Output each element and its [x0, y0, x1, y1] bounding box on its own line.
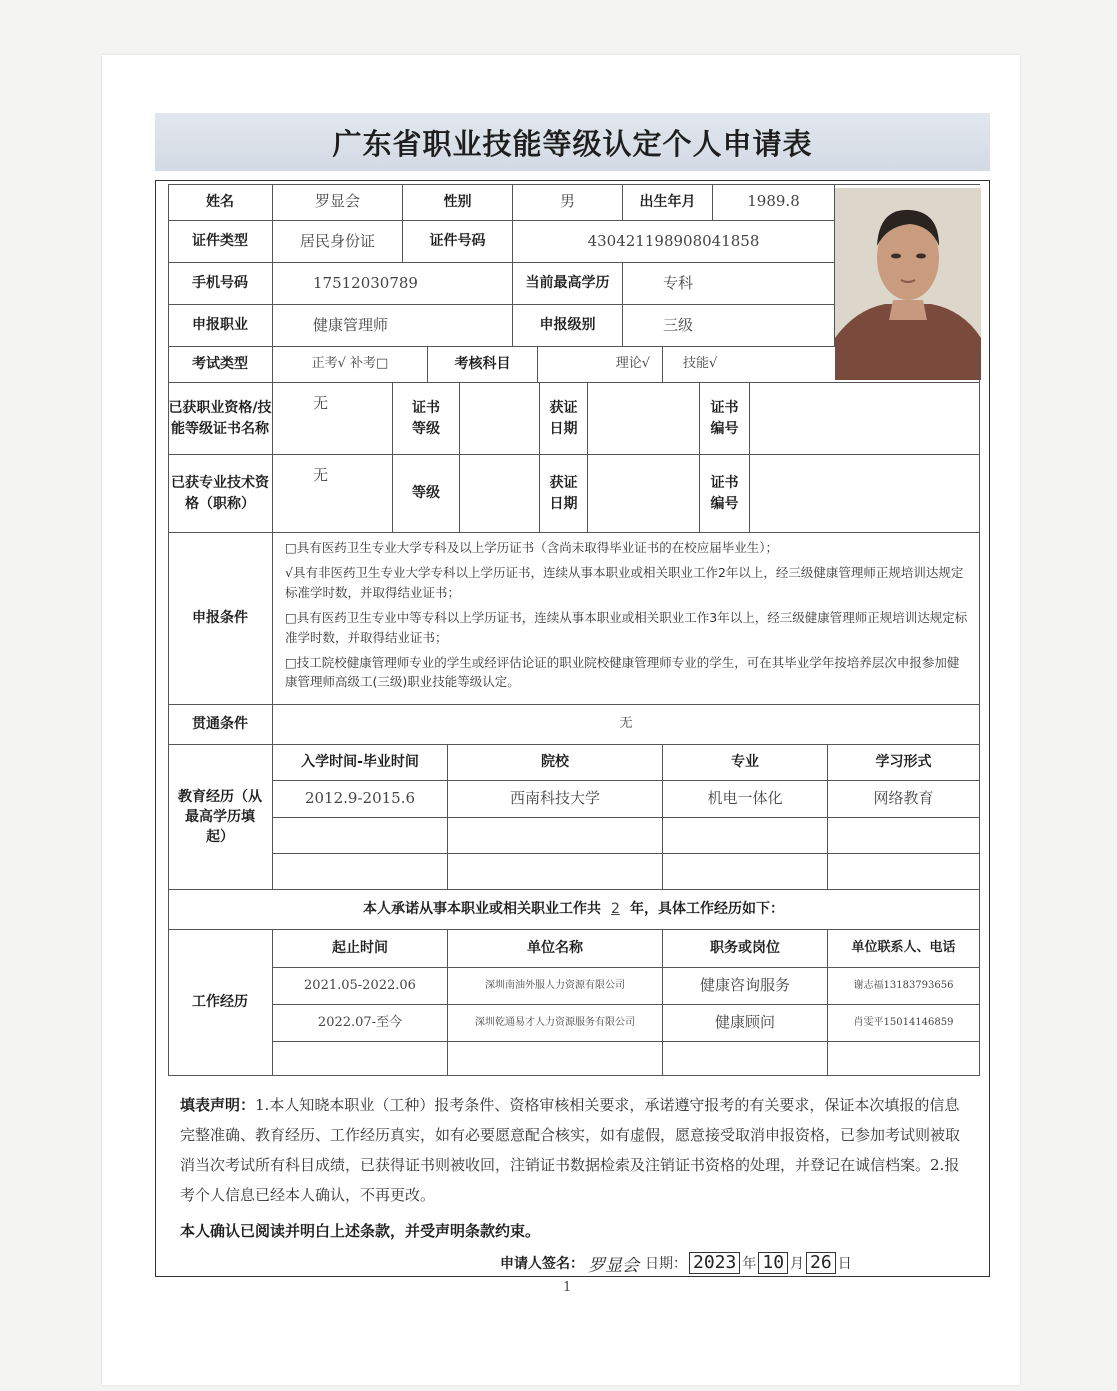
level-label: 申报级别 — [513, 305, 623, 347]
title-cert-value: 无 — [273, 455, 393, 533]
edu-cell-major: 机电一体化 — [663, 781, 828, 818]
signature-label: 申请人签名： — [500, 1256, 584, 1272]
gender-label: 性别 — [403, 184, 513, 221]
work-statement — [168, 890, 980, 930]
work-header-contact: 单位联系人、电话 — [828, 930, 980, 968]
cert-name-label: 已获职业资格/技能等级证书名称 — [168, 383, 273, 455]
through-label: 贯通条件 — [168, 705, 273, 745]
condition-item: □具有医药卫生专业中等专科以上学历证书，连续从事本职业或相关职业工作3年以上，经三级健康管理师正规培训达规定标准学时数，并取得结业证书； — [285, 610, 968, 645]
title-obtain-date-value — [588, 455, 700, 533]
work-empty-cell — [663, 1042, 828, 1076]
form-title: 广东省职业技能等级认定个人申请表 — [332, 126, 813, 161]
education-label: 当前最高学历 — [513, 263, 623, 305]
phone-value: 17512030789 — [273, 263, 513, 305]
edu-cell-mode: 网络教育 — [828, 781, 980, 818]
work-cell-contact: 谢志福13183793656 — [828, 968, 980, 1005]
id-no-value: 430421198908041858 — [513, 221, 835, 263]
conditions-list — [273, 533, 980, 705]
edu-cell-time: 2012.9-2015.6 — [273, 781, 448, 818]
cert-no-value — [750, 383, 980, 455]
work-cell-time: 2021.05-2022.06 — [273, 968, 448, 1005]
work-cell-unit: 深圳南油外服人力资源有限公司 — [448, 968, 663, 1005]
edu-empty-cell — [663, 818, 828, 854]
declaration-heading: 填表声明： — [180, 1096, 256, 1114]
obtain-date-value — [588, 383, 700, 455]
declaration-confirm: 本人确认已阅读并明白上述条款，并受声明条款约束。 — [180, 1222, 541, 1240]
id-type-value: 居民身份证 — [273, 221, 403, 263]
work-history-label: 工作经历 — [168, 930, 273, 1076]
id-type-label: 证件类型 — [168, 221, 273, 263]
condition-item: √具有非医药卫生专业大学专科以上学历证书，连续从事本职业或相关职业工作2年以上，经三级健康管理师正规培训达规定标准学时数，并取得结业证书； — [285, 565, 964, 600]
edu-header-mode: 学习形式 — [828, 745, 980, 781]
handwritten-signature: 罗显会 — [588, 1255, 639, 1276]
edu-empty-cell — [448, 854, 663, 890]
work-header-position: 职务或岗位 — [663, 930, 828, 968]
subject-theory: 理论√ — [538, 347, 663, 383]
work-cell-position: 健康顾问 — [663, 1005, 828, 1042]
exam-type-label: 考试类型 — [168, 347, 273, 383]
edu-empty-cell — [828, 854, 980, 890]
title-obtain-date-label: 获证日期 — [540, 455, 588, 533]
edu-history-label: 教育经历（从最高学历填起） — [168, 745, 273, 890]
exam-type-value: 正考√ 补考□ — [273, 347, 428, 383]
edu-empty-cell — [273, 818, 448, 854]
title-band — [155, 113, 990, 171]
birth-label: 出生年月 — [623, 184, 713, 221]
work-empty-cell — [828, 1042, 980, 1076]
obtain-date-label: 获证日期 — [540, 383, 588, 455]
work-empty-cell — [448, 1042, 663, 1076]
work-years: 2 — [611, 901, 620, 918]
education-value: 专科 — [623, 263, 835, 305]
work-cell-time: 2022.07-至今 — [273, 1005, 448, 1042]
page-number: 1 — [563, 1280, 572, 1295]
level-value: 三级 — [623, 305, 835, 347]
cert-no-label: 证书编号 — [700, 383, 750, 455]
application-form — [168, 184, 980, 1076]
work-cell-position: 健康咨询服务 — [663, 968, 828, 1005]
exam-subject-label: 考核科目 — [428, 347, 538, 383]
work-header-unit: 单位名称 — [448, 930, 663, 968]
title-cert-label: 已获专业技术资格（职称） — [168, 455, 273, 533]
grade-value — [460, 455, 540, 533]
declaration — [180, 1090, 965, 1210]
day-unit: 日 — [837, 1256, 852, 1272]
condition-item: □技工院校健康管理师专业的学生或经评估论证的职业院校健康管理师专业的学生，可在其毕业学年按培养层次申报参加健康管理师高级工(三级)职业技能等级认定。 — [285, 654, 960, 690]
name-value: 罗显会 — [273, 184, 403, 221]
birth-value: 1989.8 — [713, 184, 835, 221]
work-header-time: 起止时间 — [273, 930, 448, 968]
edu-header-major: 专业 — [663, 745, 828, 781]
conditions-label: 申报条件 — [168, 533, 273, 705]
work-empty-cell — [273, 1042, 448, 1076]
work-cell-contact: 肖雯平15014146859 — [828, 1005, 980, 1042]
date-year: 2023 — [689, 1252, 740, 1274]
date-day: 26 — [806, 1252, 836, 1274]
phone-label: 手机号码 — [168, 263, 273, 305]
title-cert-no-value — [750, 455, 980, 533]
edu-empty-cell — [448, 818, 663, 854]
through-value: 无 — [273, 705, 980, 745]
cert-grade-value — [460, 383, 540, 455]
job-value: 健康管理师 — [273, 305, 513, 347]
condition-item: □具有医药卫生专业大学专科及以上学历证书（含尚未取得毕业证书的在校应届毕业生）； — [285, 540, 779, 555]
year-unit: 年 — [742, 1256, 757, 1272]
date-label: 日期： — [645, 1256, 687, 1272]
work-cell-unit: 深圳乾通易才人力资源服务有限公司 — [448, 1005, 663, 1042]
grade-label: 等级 — [393, 455, 460, 533]
edu-empty-cell — [828, 818, 980, 854]
job-label: 申报职业 — [168, 305, 273, 347]
title-cert-no-label: 证书编号 — [700, 455, 750, 533]
subject-skill: 技能√ — [663, 347, 980, 383]
gender-value: 男 — [513, 184, 623, 221]
month-unit: 月 — [790, 1256, 805, 1272]
work-statement-suffix: 年，具体工作经历如下： — [629, 901, 784, 918]
id-no-label: 证件号码 — [403, 221, 513, 263]
edu-header-time: 入学时间-毕业时间 — [273, 745, 448, 781]
edu-empty-cell — [273, 854, 448, 890]
edu-empty-cell — [663, 854, 828, 890]
work-statement-prefix: 本人承诺从事本职业或相关职业工作共 — [363, 901, 602, 918]
edu-header-school: 院校 — [448, 745, 663, 781]
cert-grade-label: 证书等级 — [393, 383, 460, 455]
name-label: 姓名 — [168, 184, 273, 221]
cert-name-value: 无 — [273, 383, 393, 455]
signature-row — [500, 1250, 852, 1276]
declaration-body: 1.本人知晓本职业（工种）报考条件、资格审核相关要求，承诺遵守报考的有关要求，保证本次填报的信息完整准确、教育经历、工作经历真实，如有必要愿意配合核实，如有虚假，愿意接受取消申报资格，已参加考试则被取消当次考试所有科目成绩，已获得证书则被收回，注销证书数据检索及注销证书资格的处理，并登记在诚信档案。2.报考个人信息已经本人确认，不再更改。 — [180, 1096, 961, 1204]
date-month: 10 — [758, 1252, 788, 1274]
edu-cell-school: 西南科技大学 — [448, 781, 663, 818]
